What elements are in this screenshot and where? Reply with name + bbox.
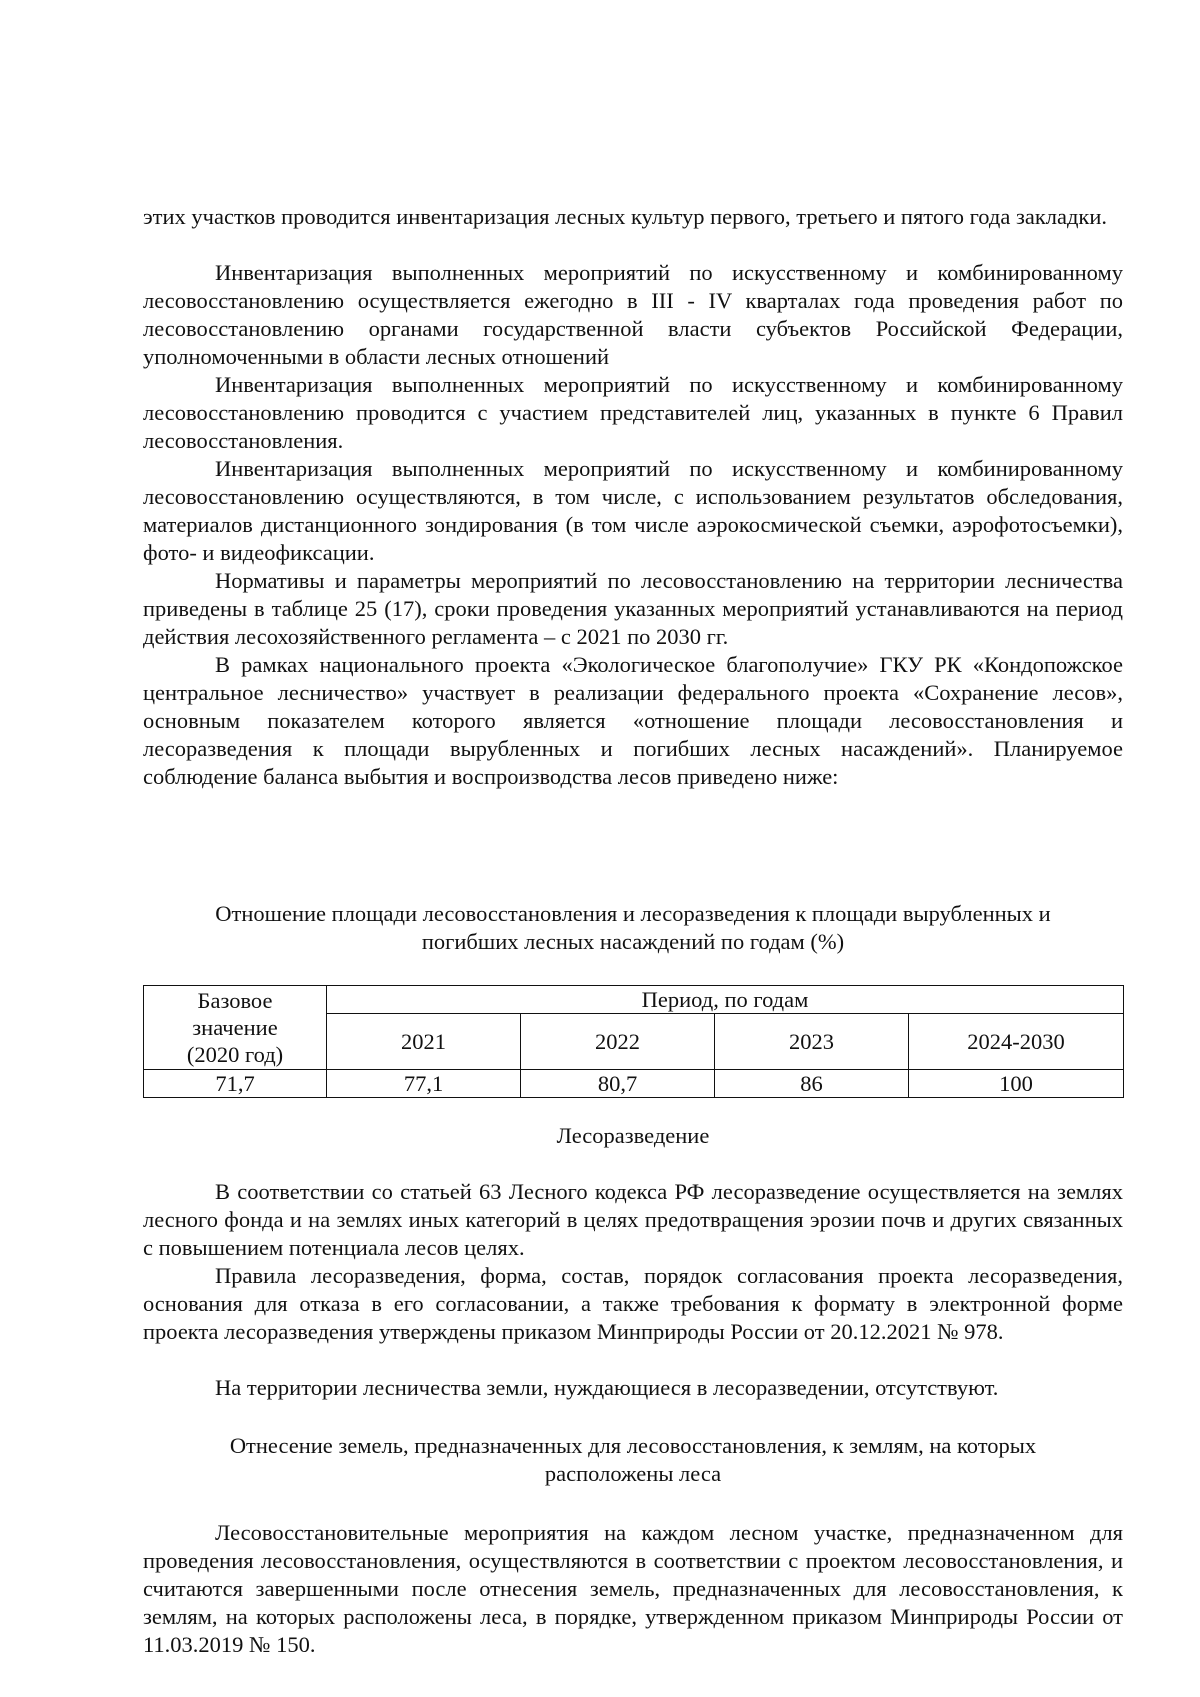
base-header-line-3: (2020 год): [186, 1042, 284, 1067]
paragraph-inventory-years: этих участков проводится инвентаризация лесных культур первого, третьего и пятого года закладки.: [143, 204, 1108, 229]
paragraph-afforestation-article: В соответствии со статьей 63 Лесного кодекса РФ лесоразведение осуществляется на землях лесного фонда и на землях иных категорий в целях предотвращения эрозии почв и других связанных с повышением потенциала лесов целях.: [143, 1179, 1123, 1260]
table-title-line-2: погибших лесных насаждений по годам (%): [421, 929, 845, 954]
paragraph-afforestation-rules: Правила лесоразведения, форма, состав, порядок согласования проекта лесоразведения, основания для отказа в его согласовании, а также требования к формату в электронной форме проекта лесоразведения утверждены приказом Минприроды России от 20.12.2021 № 978.: [143, 1263, 1123, 1344]
heading-land-classification-line-1: Отнесение земель, предназначенных для лесовосстановления, к землям, на которых: [229, 1433, 1037, 1458]
paragraph-land-classification: Лесовосстановительные мероприятия на каждом лесном участке, предназначенном для проведения лесовосстановления, осуществляются в соответствии с проектом лесовосстановления, и считаются завершенными после отнесения земель, предназначенных для лесовосстановления, к землям, на которых расположены леса, в порядке, утвержденном приказом Минприроды России от 11.03.2019 № 150.: [143, 1520, 1123, 1657]
paragraph-inventory-participants: Инвентаризация выполненных мероприятий по искусственному и комбинированному лесовосстановлению проводится с участием представителей лиц, указанных в пункте 6 Правил лесовосстановления.: [143, 372, 1123, 453]
period-header: Период, по годам: [327, 986, 1124, 1014]
year-header: 2022: [521, 1014, 715, 1070]
base-value-header: [144, 986, 327, 1070]
year-header: 2021: [327, 1014, 521, 1070]
heading-afforestation: Лесоразведение: [556, 1123, 710, 1148]
paragraph-norms: Нормативы и параметры мероприятий по лесовосстановлению на территории лесничества приведены в таблице 25 (17), сроки проведения указанных мероприятий устанавливаются на период действия лесохозяйственного регламента – с 2021 по 2030 гг.: [143, 568, 1123, 649]
base-header-line-2: значение: [192, 1015, 278, 1040]
year-header: 2023: [715, 1014, 909, 1070]
heading-land-classification-line-2: расположены леса: [544, 1461, 722, 1486]
base-header-line-1: Базовое: [197, 988, 273, 1013]
paragraph-afforestation-absent: На территории лесничества земли, нуждающиеся в лесоразведении, отсутствуют.: [215, 1375, 999, 1400]
value-cell: 80,7: [521, 1070, 715, 1098]
value-cell: 77,1: [327, 1070, 521, 1098]
paragraph-inventory-methods: Инвентаризация выполненных мероприятий по искусственному и комбинированному лесовосстановлению осуществляются, в том числе, с использованием результатов обследования, материалов дистанционного зондирования (в том числе аэрокосмической съемки, аэрофотосъемки), фото- и видеофиксации.: [143, 456, 1123, 565]
paragraph-inventory-schedule: Инвентаризация выполненных мероприятий по искусственному и комбинированному лесовосстановлению осуществляется ежегодно в III - IV кварталах года проведения работ по лесовосстановлению органами государственной власти субъектов Российской Федерации, уполномоченными в области лесных отношений: [143, 260, 1123, 369]
table-title-line-1: Отношение площади лесовосстановления и лесоразведения к площади вырубленных и: [215, 901, 1051, 926]
reforestation-ratio-table: [143, 985, 1124, 1098]
base-value-cell: 71,7: [144, 1070, 327, 1098]
paragraph-national-project: В рамках национального проекта «Экологическое благополучие» ГКУ РК «Кондопожское центральное лесничество» участвует в реализации федерального проекта «Сохранение лесов», основным показателем которого является «отношение площади лесовосстановления и лесоразведения к площади вырубленных и погибших лесных насаждений». Планируемое соблюдение баланса выбытия и воспроизводства лесов приведено ниже:: [143, 652, 1123, 789]
value-cell: 100: [909, 1070, 1124, 1098]
year-header: 2024-2030: [909, 1014, 1124, 1070]
value-cell: 86: [715, 1070, 909, 1098]
